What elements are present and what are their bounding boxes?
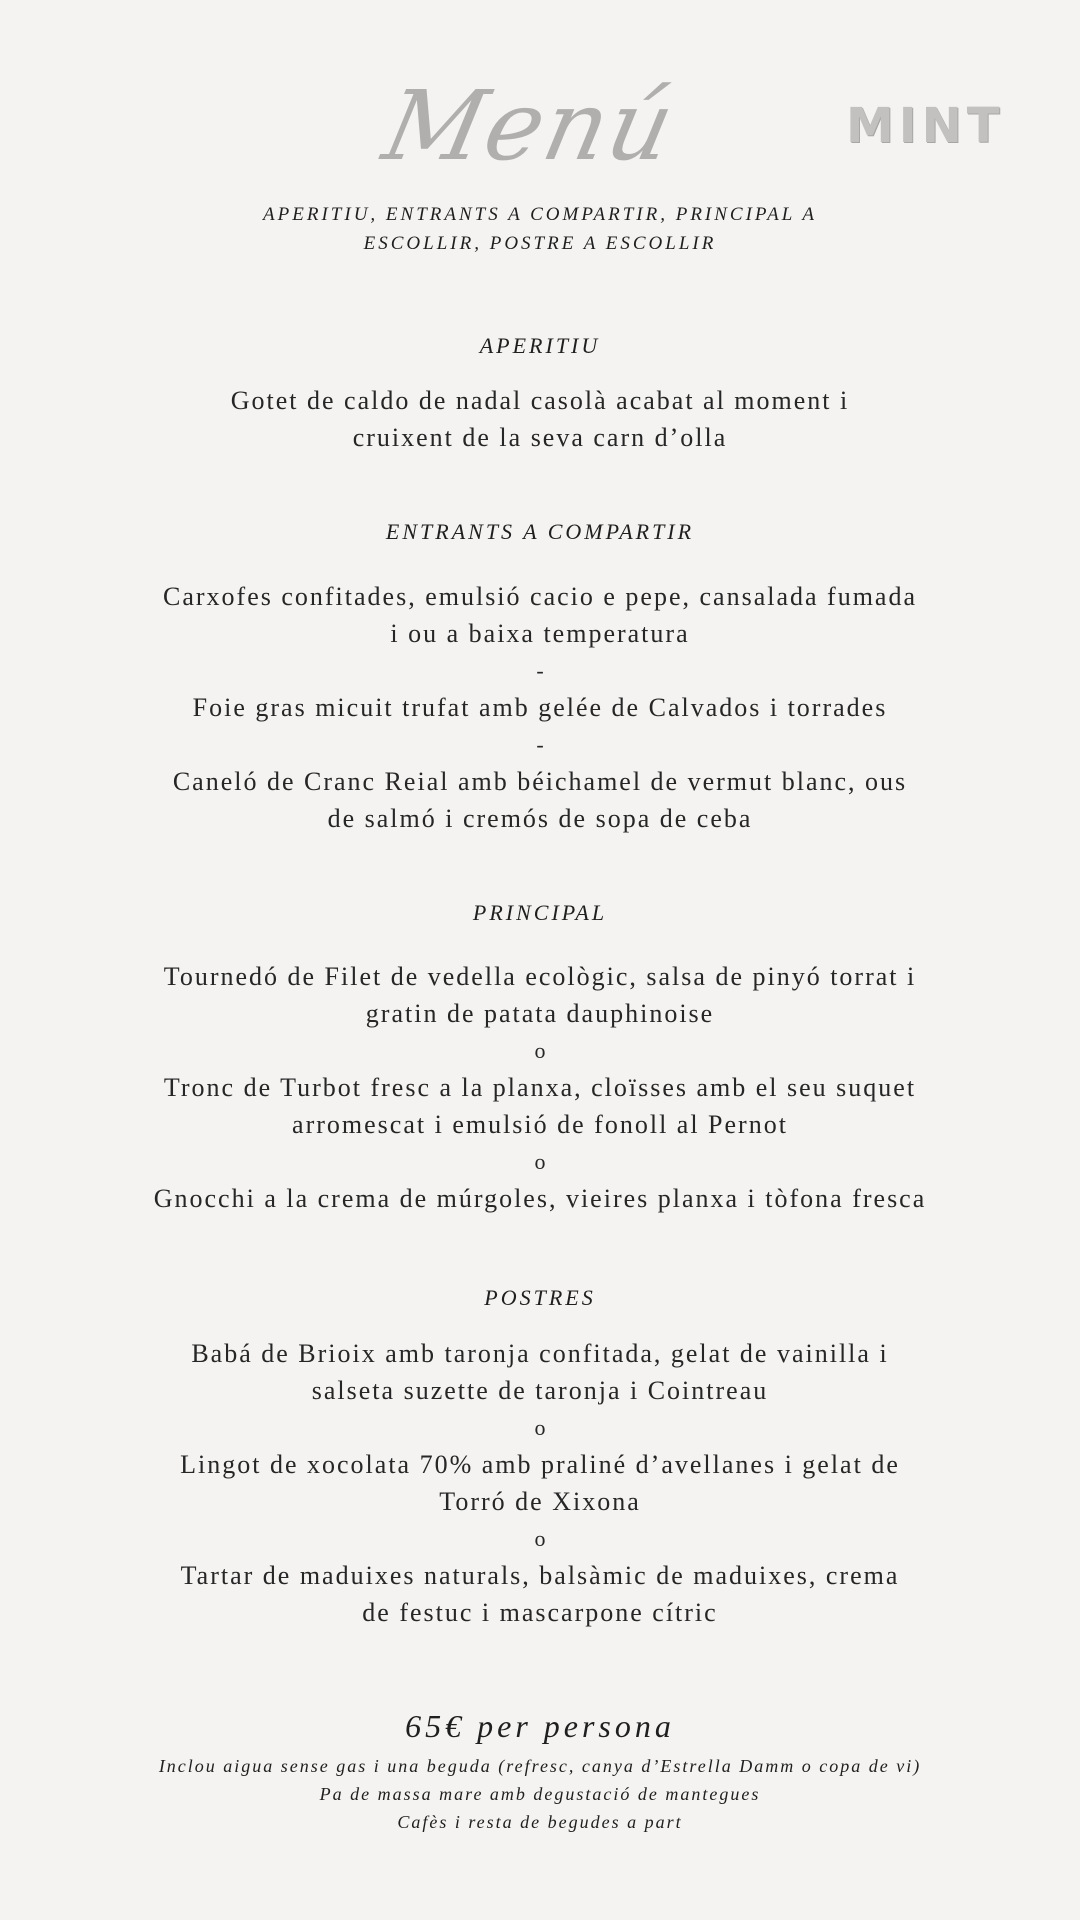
principal-separator: o	[534, 1149, 546, 1174]
postres-separator: o	[534, 1526, 546, 1551]
postres-item-2	[120, 1446, 960, 1520]
postres-item-1	[120, 1335, 960, 1409]
footer-note: Inclou aigua sense gas i una beguda (refresc, canya d’Estrella Damm o copa de vi)	[158, 1756, 922, 1776]
entrants-separator: -	[536, 658, 544, 683]
footer-note: Cafès i resta de begudes a part	[397, 1812, 683, 1832]
aperitiu-item-1	[120, 382, 960, 456]
entrants-item-3	[120, 763, 960, 837]
item-line: Babá de Brioix amb taronja confitada, gelat de vainilla i	[191, 1339, 889, 1368]
section-title-entrants: ENTRANTS A COMPARTIR	[385, 519, 695, 544]
postres-separator: o	[534, 1415, 546, 1440]
item-line: Gotet de caldo de nadal casolà acabat al moment i	[230, 386, 850, 415]
footer-note: Pa de massa mare amb degustació de mantegues	[319, 1784, 761, 1804]
item-line: salseta suzette de taronja i Cointreau	[311, 1376, 769, 1405]
item-line: Torró de Xixona	[439, 1487, 641, 1516]
section-title-principal: PRINCIPAL	[472, 900, 608, 925]
entrants-item-2	[120, 689, 960, 726]
principal-item-1	[120, 958, 960, 1032]
item-line: Tronc de Turbot fresc a la planxa, cloïsses amb el seu suquet	[163, 1073, 917, 1102]
section-title-postres: POSTRES	[484, 1285, 596, 1310]
item-line: Gnocchi a la crema de múrgoles, vieires planxa i tòfona fresca	[153, 1184, 927, 1213]
entrants-separator: -	[536, 732, 544, 757]
menu-subtitle	[225, 200, 855, 258]
item-line: Tournedó de Filet de vedella ecològic, salsa de pinyó torrat i	[163, 962, 917, 991]
item-line: de festuc i mascarpone cítric	[362, 1598, 718, 1627]
mint-logo: MINT	[846, 98, 1005, 154]
item-line: Foie gras micuit trufat amb gelée de Calvados i torrades	[192, 693, 888, 722]
item-line: Carxofes confitades, emulsió cacio e pepe, cansalada fumada	[163, 582, 917, 611]
item-line: Caneló de Cranc Reial amb béichamel de vermut blanc, ous	[172, 767, 908, 796]
principal-separator: o	[534, 1038, 546, 1063]
entrants-item-1	[120, 578, 960, 652]
price-per-person: 65€ per persona	[405, 1708, 675, 1744]
principal-item-3	[120, 1180, 960, 1217]
postres-item-3	[120, 1557, 960, 1631]
section-title-aperitiu: APERITIU	[479, 333, 601, 358]
subtitle-line-1: APERITIU, ENTRANTS A COMPARTIR, PRINCIPAL A	[263, 204, 817, 225]
item-line: de salmó i cremós de sopa de ceba	[327, 804, 753, 833]
item-line: arromescat i emulsió de fonoll al Pernot	[292, 1110, 788, 1139]
item-line: Tartar de maduixes naturals, balsàmic de maduixes, crema	[180, 1561, 900, 1590]
item-line: gratin de patata dauphinoise	[365, 999, 715, 1028]
subtitle-line-2: ESCOLLIR, POSTRE A ESCOLLIR	[363, 233, 717, 254]
menu-title: Menú	[374, 70, 686, 182]
item-line: i ou a baixa temperatura	[390, 619, 690, 648]
principal-item-2	[120, 1069, 960, 1143]
item-line: cruixent de la seva carn d’olla	[352, 423, 728, 452]
item-line: Lingot de xocolata 70% amb praliné d’avellanes i gelat de	[180, 1450, 900, 1479]
